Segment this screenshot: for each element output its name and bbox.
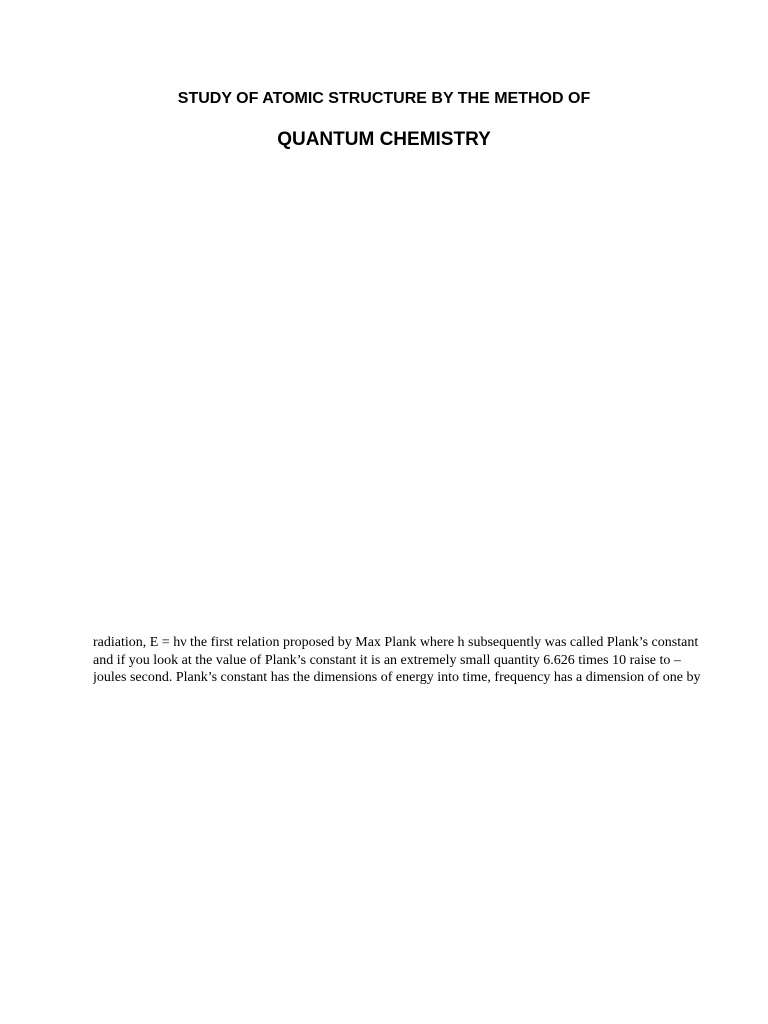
document-title-line-1: STUDY OF ATOMIC STRUCTURE BY THE METHOD OF bbox=[177, 90, 591, 107]
document-title-line-2: QUANTUM CHEMISTRY bbox=[277, 129, 491, 150]
body-paragraph bbox=[93, 634, 768, 687]
body-line-2: and if you look at the value of Plank’s constant it is an extremely small quantity 6.626 times 10 raise to – bbox=[93, 652, 681, 668]
body-line-3: joules second. Plank’s constant has the dimensions of energy into time, frequency has a dimension of one by bbox=[93, 670, 701, 685]
body-line-1: radiation, E = hν the first relation proposed by Max Plank where h subsequently was called Plank’s constant bbox=[93, 635, 699, 650]
